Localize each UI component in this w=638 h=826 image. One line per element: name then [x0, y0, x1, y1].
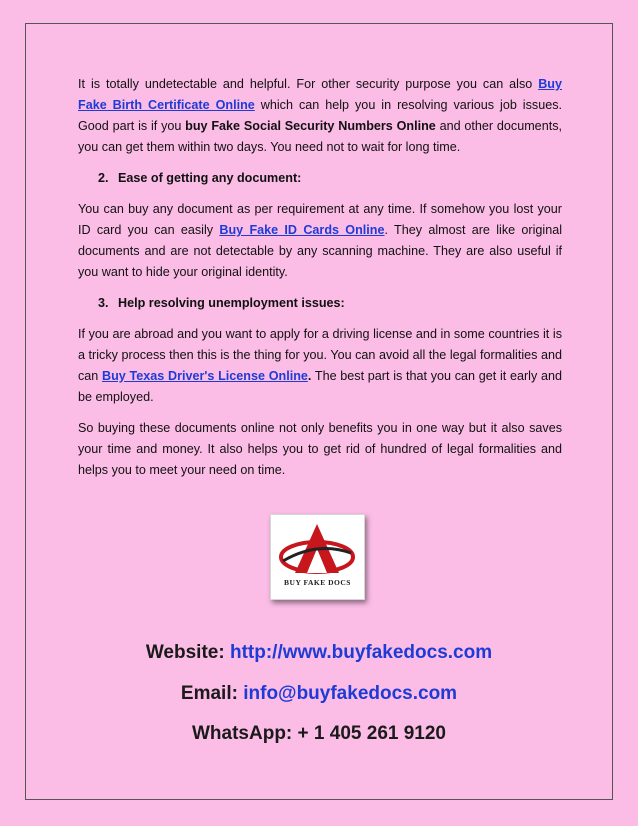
whatsapp-line: WhatsApp: + 1 405 261 9120 [192, 723, 446, 744]
website-line: Website: http://www.buyfakedocs.com [145, 642, 493, 663]
document-body [78, 74, 562, 491]
logo-mark-icon [277, 521, 357, 579]
heading-ease-of-getting: 2. Ease of getting any document: [98, 171, 302, 185]
email-line: Email: info@buyfakedocs.com [180, 683, 458, 704]
texas-license-link[interactable]: Buy Texas Driver's License Online [102, 369, 308, 383]
whatsapp-number: + 1 405 261 9120 [297, 723, 446, 744]
paragraph-4: So buying these documents online not only benefits you in one way but it also saves your time and money. It also helps you to get rid of hundred of legal formalities and helps you to meet your need on time. [78, 421, 562, 477]
website-link[interactable]: http://www.buyfakedocs.com [229, 642, 493, 663]
paragraph-3: If you are abroad and you want to apply for a driving license and in some countries it is a tricky process then this is the thing for you. You can avoid all the legal formalities and can Buy Texas Driver's License Online. The best part is that you can get it early and be employed. [78, 327, 562, 404]
id-cards-link[interactable]: Buy Fake ID Cards Online [219, 223, 385, 237]
paragraph-2: You can buy any document as per requirement at any time. If somehow you lost your ID card you can easily Buy Fake ID Cards Online. They almost are like original documents and are not detectable by any scanning machine. They are also useful if you want to hide your original identity. [78, 202, 563, 279]
email-link[interactable]: info@buyfakedocs.com [243, 683, 458, 704]
logo [270, 514, 365, 600]
heading-unemployment: 3. Help resolving unemployment issues: [98, 296, 345, 310]
paragraph-1: It is totally undetectable and helpful. For other security purpose you can also Buy Fake Birth Certificate Online which can help you in resolving various job issues. Good part is if you buy Fake Social Security Numbers Online and other documents, you can get them within two days. You need not to wait for long time. [78, 77, 562, 154]
birth-certificate-link[interactable]: Buy Fake Birth Certificate Online [78, 77, 562, 112]
logo-text: BUY FAKE DOCS [284, 578, 351, 587]
